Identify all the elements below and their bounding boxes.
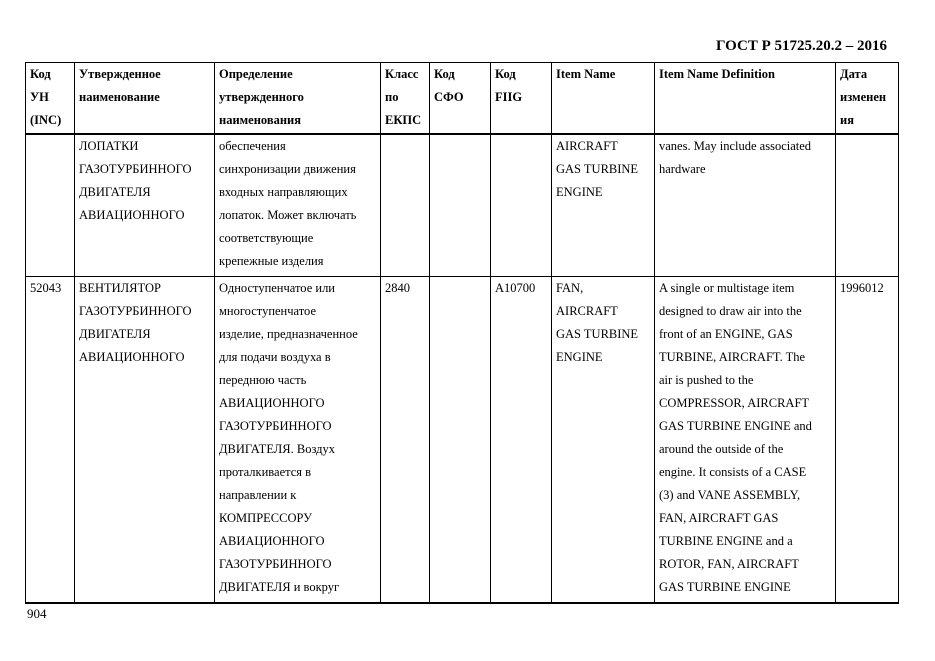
cell-text-line: переднюю часть bbox=[219, 373, 307, 387]
column-header-approved-name bbox=[75, 63, 215, 135]
cell-text-line: GAS TURBINE bbox=[556, 162, 639, 176]
table-cell bbox=[215, 277, 381, 604]
table-cell bbox=[381, 277, 430, 604]
cell-text-line: TURBINE ENGINE and a bbox=[659, 534, 793, 548]
cell-text-line: designed to draw air into the bbox=[659, 304, 802, 318]
header-text-line: Item Name Definition bbox=[659, 67, 775, 81]
cell-text-line: A single or multistage item bbox=[659, 281, 795, 295]
cell-text-line: изделие, предназначенное bbox=[219, 327, 358, 341]
table-cell bbox=[215, 134, 381, 277]
header-text-line: Код bbox=[434, 67, 455, 81]
header-text-line: Класс bbox=[385, 67, 419, 81]
table-cell bbox=[836, 134, 899, 277]
cell-text-line: ENGINE bbox=[556, 350, 603, 364]
cell-text-line: ГАЗОТУРБИННОГО bbox=[79, 162, 192, 176]
page-number: 904 bbox=[27, 606, 47, 621]
table-cell bbox=[430, 277, 491, 604]
cell-text-line: AIRCRAFT bbox=[556, 304, 618, 318]
header-text-line: Код bbox=[495, 67, 516, 81]
cell-text-line: front of an ENGINE, GAS bbox=[659, 327, 793, 341]
table-cell bbox=[491, 277, 552, 604]
column-header-change-date bbox=[836, 63, 899, 135]
table-cell bbox=[491, 134, 552, 277]
cell-text-line: АВИАЦИОННОГО bbox=[79, 350, 185, 364]
cell-text-line: (3) and VANE ASSEMBLY, bbox=[659, 488, 801, 502]
specification-table bbox=[25, 62, 899, 604]
table-cell bbox=[26, 277, 75, 604]
cell-text-line: крепежные изделия bbox=[219, 254, 324, 268]
cell-text-line: ДВИГАТЕЛЯ bbox=[79, 185, 151, 199]
header-text-line: наименования bbox=[219, 113, 302, 127]
header-text-line: Дата bbox=[840, 67, 868, 81]
cell-text-line: TURBINE, AIRCRAFT. The bbox=[659, 350, 806, 364]
cell-text-line: КОМПРЕССОРУ bbox=[219, 511, 312, 525]
cell-text-line: ДВИГАТЕЛЯ bbox=[79, 327, 151, 341]
table-row bbox=[26, 134, 899, 277]
cell-text-line: hardware bbox=[659, 162, 706, 176]
column-header-item-name-definition bbox=[655, 63, 836, 135]
header-text-line: СФО bbox=[434, 90, 464, 104]
cell-text-line: A10700 bbox=[495, 281, 536, 295]
table-cell bbox=[552, 134, 655, 277]
cell-text-line: ENGINE bbox=[556, 185, 603, 199]
cell-text-line: 52043 bbox=[30, 281, 62, 295]
header-text-line: ия bbox=[840, 113, 854, 127]
table-cell bbox=[26, 134, 75, 277]
document-header: ГОСТ Р 51725.20.2 – 2016 bbox=[715, 38, 887, 54]
cell-text-line: COMPRESSOR, AIRCRAFT bbox=[659, 396, 810, 410]
cell-text-line: GAS TURBINE ENGINE bbox=[659, 580, 791, 594]
cell-text-line: ГАЗОТУРБИННОГО bbox=[219, 557, 332, 571]
cell-text-line: соответствующие bbox=[219, 231, 314, 245]
cell-text-line: GAS TURBINE ENGINE and bbox=[659, 419, 812, 433]
cell-text-line: Одноступенчатое или bbox=[219, 281, 335, 295]
cell-text-line: vanes. May include associated bbox=[659, 139, 812, 153]
column-header-inc-code bbox=[26, 63, 75, 135]
cell-text-line: GAS TURBINE bbox=[556, 327, 639, 341]
header-text-line: изменен bbox=[840, 90, 887, 104]
header-text-line: Утвержденное bbox=[79, 67, 161, 81]
table-cell bbox=[381, 134, 430, 277]
table-cell bbox=[655, 134, 836, 277]
cell-text-line: FAN, bbox=[556, 281, 584, 295]
cell-text-line: ЛОПАТКИ bbox=[79, 139, 139, 153]
header-text-line: FIIG bbox=[495, 90, 523, 104]
column-header-class bbox=[381, 63, 430, 135]
cell-text-line: АВИАЦИОННОГО bbox=[219, 396, 325, 410]
header-text-line: наименование bbox=[79, 90, 160, 104]
table-cell bbox=[655, 277, 836, 604]
cell-text-line: ДВИГАТЕЛЯ. Воздух bbox=[219, 442, 336, 456]
cell-text-line: FAN, AIRCRAFT GAS bbox=[659, 511, 779, 525]
cell-text-line: проталкивается в bbox=[219, 465, 312, 479]
cell-text-line: ГАЗОТУРБИННОГО bbox=[219, 419, 332, 433]
cell-text-line: лопаток. Может включать bbox=[219, 208, 357, 222]
cell-text-line: ДВИГАТЕЛЯ и вокруг bbox=[219, 580, 340, 594]
header-text-line: УН bbox=[30, 90, 49, 104]
header-text-line: утвержденного bbox=[219, 90, 304, 104]
cell-text-line: обеспечения bbox=[219, 139, 286, 153]
cell-text-line: air is pushed to the bbox=[659, 373, 754, 387]
header-text-line: Определение bbox=[219, 67, 293, 81]
header-text-line: Код bbox=[30, 67, 51, 81]
cell-text-line: ГАЗОТУРБИННОГО bbox=[79, 304, 192, 318]
cell-text-line: АВИАЦИОННОГО bbox=[79, 208, 185, 222]
header-text-line: по bbox=[385, 90, 399, 104]
cell-text-line: направлении к bbox=[219, 488, 297, 502]
table-cell bbox=[836, 277, 899, 604]
cell-text-line: входных направляющих bbox=[219, 185, 348, 199]
cell-text-line: для подачи воздуха в bbox=[219, 350, 331, 364]
cell-text-line: 1996012 bbox=[840, 281, 884, 295]
header-text-line: (INC) bbox=[30, 113, 62, 127]
cell-text-line: around the outside of the bbox=[659, 442, 784, 456]
column-header-sfo-code bbox=[430, 63, 491, 135]
cell-text-line: АВИАЦИОННОГО bbox=[219, 534, 325, 548]
cell-text-line: многоступенчатое bbox=[219, 304, 317, 318]
table-body bbox=[26, 134, 899, 603]
table-cell bbox=[552, 277, 655, 604]
column-header-definition bbox=[215, 63, 381, 135]
header-text-line: ЕКПС bbox=[385, 113, 422, 127]
column-header-fiig-code bbox=[491, 63, 552, 135]
table-header-row bbox=[26, 63, 899, 135]
table-cell bbox=[75, 277, 215, 604]
cell-text-line: 2840 bbox=[385, 281, 410, 295]
cell-text-line: ROTOR, FAN, AIRCRAFT bbox=[659, 557, 799, 571]
cell-text-line: синхронизации движения bbox=[219, 162, 356, 176]
table-row bbox=[26, 277, 899, 604]
header-text-line: Item Name bbox=[556, 67, 616, 81]
table-cell bbox=[75, 134, 215, 277]
cell-text-line: engine. It consists of a CASE bbox=[659, 465, 807, 479]
table-cell bbox=[430, 134, 491, 277]
cell-text-line: ВЕНТИЛЯТОР bbox=[79, 281, 161, 295]
cell-text-line: AIRCRAFT bbox=[556, 139, 618, 153]
column-header-item-name bbox=[552, 63, 655, 135]
